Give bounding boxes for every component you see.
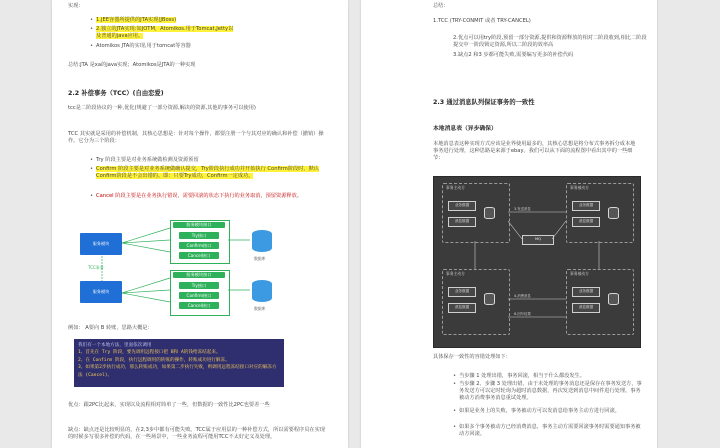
list-item: • 1.JEE容器所提供的JTA实现(JBoss) — [96, 17, 236, 24]
confirm-interface: Confirm接口 — [179, 242, 219, 249]
cons-text: 缺点：缺点还是比较明显的，在2,3步中都有可能失败。TCC属于应用层的一种补偿方式，所以需要程序员在实现的时候多写很多补偿的代码，在一些场景中，一些业务流程可能用TCC不太好定义及处理。 — [68, 427, 325, 440]
flow-label: 3.发送消息 — [514, 207, 531, 211]
group-label: 事务被动方 — [570, 271, 589, 276]
msg-data-box: 消息数据 — [572, 217, 600, 227]
list-item: • 如果多个事务被动方已经消费消息，事务主动方需要回滚事务时需要通知事务被动方回滚。 — [459, 424, 645, 438]
code-line: 1、首先在 Try 阶段，要先调用远程接口把 B和 A的钱给冻结起来。 — [78, 350, 221, 356]
database-icon — [252, 230, 272, 252]
flow-title: 具体保存一致性的容错处理如下： — [433, 354, 511, 360]
biz-data-box: 业务数据 — [572, 287, 600, 297]
code-line: 3、如果第2步执行成功，那么转账成功，如果第二步执行失败，则调用远程冻结接口对应的解冻方法 (Cancel)。 — [78, 365, 277, 378]
service-module-top: 服务模块 — [80, 233, 122, 255]
msg-data-box: 消息数据 — [448, 303, 476, 313]
cancel-interface: Cancel接口 — [179, 252, 219, 259]
msg-data-box: 消息数据 — [572, 303, 600, 313]
try-interface: Try接口 — [179, 282, 219, 289]
section-title-tcc: 2.2 补偿事务（TCC）(自由恋爱) — [68, 90, 164, 97]
list-item: • Atomikos JTA的实现,用于tomcat等容器 — [96, 43, 246, 50]
sub-title: 本地消息表（异步确保） — [433, 126, 497, 132]
list-item: • Cancel 阶段主要是在业务执行错误，需要回滚的状态下执行的业务取消，预留资源释放。 — [96, 193, 328, 200]
group-label: 事务主动方 — [446, 185, 465, 190]
list-item: 2.优点可以用try阶段,预留一部分资源,提供和资源释放的相对二阶段收到,相比二阶段提交中一阶段锁定资源,所以二阶段的效率高 — [453, 35, 647, 48]
list-item: 3.缺点2 和3 步都可能失败,需要编写更多的补偿代码 — [453, 52, 574, 58]
flow-label: 6.回写结果 — [514, 312, 531, 316]
interface-group-top — [170, 220, 230, 264]
tcc-note: 1.TCC (TRY-CONMIT 或者 TRY-CANCEL) — [433, 18, 531, 24]
left-top-line: 实现： — [68, 3, 84, 9]
biz-data-box: 业务数据 — [572, 201, 600, 211]
group-label: 事务被动方 — [570, 185, 589, 190]
tcc-transaction-label: TCC事务 — [88, 265, 104, 270]
service-module-bottom: 服务模块 — [80, 281, 122, 303]
tcc-diagram — [80, 218, 330, 316]
list-item: • Try 阶段主要是对业务系统做检测及资源预留 — [96, 157, 326, 164]
paragraph: tcc是二阶段协议的一种,优化(规避了一部分资源,解决的资源,其他的事务可以使用) — [68, 105, 256, 111]
right-document-page — [361, 0, 657, 448]
db-label: 数据库 — [254, 256, 266, 261]
example-title: 例如： A要向 B 转账，思路大概是： — [68, 325, 153, 331]
left-document-page — [52, 0, 348, 448]
code-line: 2、在 Confirm 阶段，执行远程调用的转账的操作，转账成功进行解冻。 — [78, 357, 230, 363]
database-icon — [252, 280, 272, 302]
list-item: • 2.独立的JTA实现:如JOTM，Atomikos.用于Tomcat,Jetty以及普通的java应用。 — [96, 26, 236, 40]
section-title-mq: 2.3 通过消息队列保证事务的一致性 — [433, 99, 535, 106]
interface-group-bottom — [170, 270, 230, 316]
confirm-interface: Confirm接口 — [179, 292, 219, 299]
right-top-line: 总结： — [433, 3, 449, 9]
list-item: • 当步骤 1 处理出错，事务回滚，相当于什么都没发生。 — [459, 373, 645, 380]
summary-text: 总结:JTA 是xa的java实现；Atomikos是JTA的一种实现 — [68, 62, 196, 68]
interface-header: 服务模块接口 — [173, 222, 225, 228]
paragraph: 本地消息表这种实现方式应该是业界使用最多的，其核心思想是将分布式事务拆分成本地事务进行处理，这种思路是来源于ebay。我们可以从下面的流程图中看出其中的一些细节： — [433, 141, 636, 161]
cancel-interface: Cancel接口 — [179, 302, 219, 309]
code-block — [74, 339, 284, 387]
paragraph: TCC 其实就是采用的补偿机制，其核心思想是：针对每个操作，都要注册一个与其对应的确认和补偿（撤销）操作。它分为三个阶段： — [68, 131, 324, 144]
group-label: 事务主动方 — [446, 271, 465, 276]
pros-text: 优点：跟2PC比起来，实现以及流程相对简单了一些，但数据的一致性比2PC也要差一些 — [68, 402, 270, 408]
list-item: • Confirm 阶段主要是对业务系统做确认提交，Try阶段执行成功并开始执行 Confirm阶段时，默认 Confirm阶段是不会出错的。即：只要Try成功，Confirm一定成功。 — [96, 166, 328, 180]
diagram-arrows — [434, 177, 640, 347]
biz-data-box: 业务数据 — [448, 287, 476, 297]
list-item: • 当步骤 2、步骤 3 处理出错，由于未处理的事务消息还是保存在事务发送方，事务发送方可以定时轮询为超时消息数据，再次发送到消息中间件进行处理。事务被动方消费事务消息重试处理。 — [459, 381, 645, 402]
biz-data-box: 业务数据 — [448, 201, 476, 211]
list-item: • 如果是业务上的失败，事务被动方可以发消息给事务主动方进行回滚。 — [459, 408, 645, 415]
mq-box: MQ — [522, 235, 554, 245]
try-interface: Try接口 — [179, 232, 219, 239]
db-label: 数据库 — [254, 306, 266, 311]
local-message-table-diagram — [433, 176, 641, 348]
msg-data-box: 消息数据 — [448, 217, 476, 227]
code-line: 我们有一个本地方法，里面依次调用 — [78, 343, 152, 348]
flow-label: 4.消费消息 — [514, 294, 531, 298]
interface-header: 服务模块接口 — [173, 272, 225, 278]
